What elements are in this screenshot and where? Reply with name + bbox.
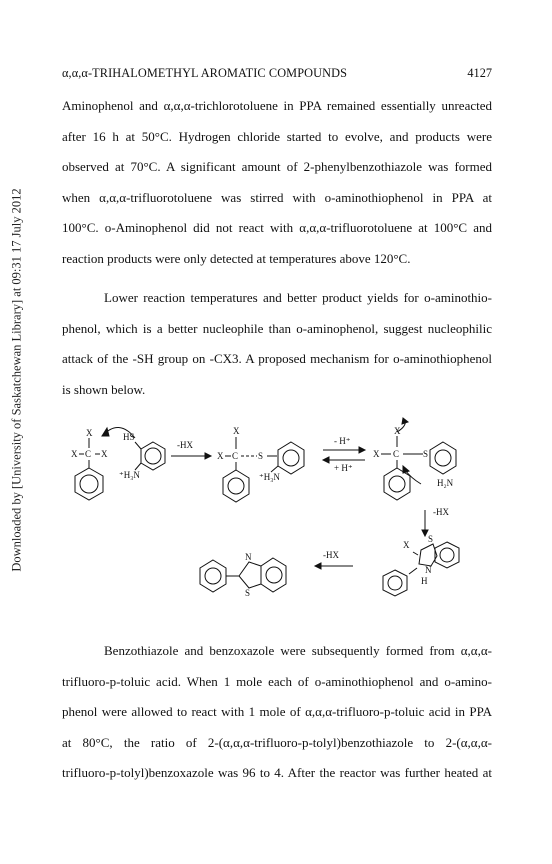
scheme-label-n: N xyxy=(245,552,252,562)
text-line: phenol were allowed to react with 1 mole of α,α,α-trifluoro-p-toluic acid in PPA xyxy=(62,704,492,720)
text-line: is shown below. xyxy=(62,381,146,397)
scheme-label-x: X xyxy=(71,449,78,459)
scheme-label-h3n: ⁺H₃N xyxy=(259,472,280,482)
scheme-label-x: X xyxy=(86,428,93,438)
text-line: Lower reaction temperatures and better product yields for o-aminothio- xyxy=(104,290,492,305)
scheme-label-x: X xyxy=(233,426,240,436)
page-number: 4127 xyxy=(467,66,492,80)
scheme-label-c: C xyxy=(393,449,400,459)
text-line: trifluoro-p-toluic acid. When 1 mole each of o-aminothiophenol and o-amino- xyxy=(62,673,492,689)
scheme-label-x: X xyxy=(403,540,410,550)
scheme-label-h: H xyxy=(421,576,428,586)
scheme-label-x: X xyxy=(394,426,401,436)
reaction-mechanism-scheme xyxy=(55,412,495,602)
running-title: α,α,α-TRIHALOMETHYL AROMATIC COMPOUNDS xyxy=(62,66,348,80)
scheme-label-h3n: ⁺H₃N xyxy=(119,470,140,480)
text-line: observed at 70°C. A significant amount of 2-phenylbenzothiazole was formed xyxy=(62,159,492,175)
scheme-label-x: X xyxy=(217,451,224,461)
scheme-label-n: N xyxy=(425,565,432,575)
download-watermark xyxy=(4,20,30,740)
scheme-label-minus-hx: -HX xyxy=(323,550,339,560)
scheme-label-s: S xyxy=(258,451,264,461)
text-line: Aminophenol and α,α,α-trichlorotoluene in PPA remained essentially unreacted xyxy=(62,98,492,113)
scheme-label-hs: HS xyxy=(123,432,135,442)
scheme-label-x: X xyxy=(373,449,380,459)
text-line: Benzothiazole and benzoxazole were subsequently formed from α,α,α- xyxy=(104,643,492,658)
text-line: reaction products were only detected at temperatures above 120°C. xyxy=(62,250,411,266)
scheme-label-s: S xyxy=(423,449,429,459)
scheme-label-minus-hx: -HX xyxy=(433,507,449,517)
scheme-label-s: S xyxy=(428,534,434,544)
scheme-label-h2n: H₂N xyxy=(437,478,454,488)
text-line: when α,α,α-trifluorotoluene was stirred with o-aminothiophenol in PPA at xyxy=(62,189,492,205)
text-line: 100°C. o-Aminophenol did not react with α,α,α-trifluorotoluene at 100°C and xyxy=(62,220,492,236)
download-note: Downloaded by [University of Saskatchewan Library] at 09:31 17 July 2012 xyxy=(9,188,24,572)
scheme-label-minus-hx: -HX xyxy=(177,440,193,450)
scheme-label-minus-h: - H⁺ xyxy=(334,436,351,446)
paragraph-3 xyxy=(62,636,492,789)
scheme-label-x: X xyxy=(101,449,108,459)
scheme-label-plus-h: + H⁺ xyxy=(334,463,353,473)
text-line: after 16 h at 50°C. Hydrogen chloride started to evolve, and products were xyxy=(62,128,492,144)
scheme-label-s: S xyxy=(245,588,251,598)
text-line: at 80°C, the ratio of 2-(α,α,α-trifluoro-p-tolyl)benzothiazole to 2-(α,α,α- xyxy=(62,734,492,750)
paragraph-2 xyxy=(62,283,492,405)
text-line: phenol, which is a better nucleophile than o-aminophenol, suggest nucleophilic xyxy=(62,320,492,336)
scheme-label-c: C xyxy=(232,451,239,461)
text-line: trifluoro-p-tolyl)benzoxazole was 96 to 4. After the reactor was further heated at xyxy=(62,765,492,781)
page-header xyxy=(62,64,492,84)
paragraph-1 xyxy=(62,91,492,275)
text-line: attack of the -SH group on -CX3. A proposed mechanism for o-aminothiophenol xyxy=(62,351,492,367)
scheme-label-c: C xyxy=(85,449,92,459)
